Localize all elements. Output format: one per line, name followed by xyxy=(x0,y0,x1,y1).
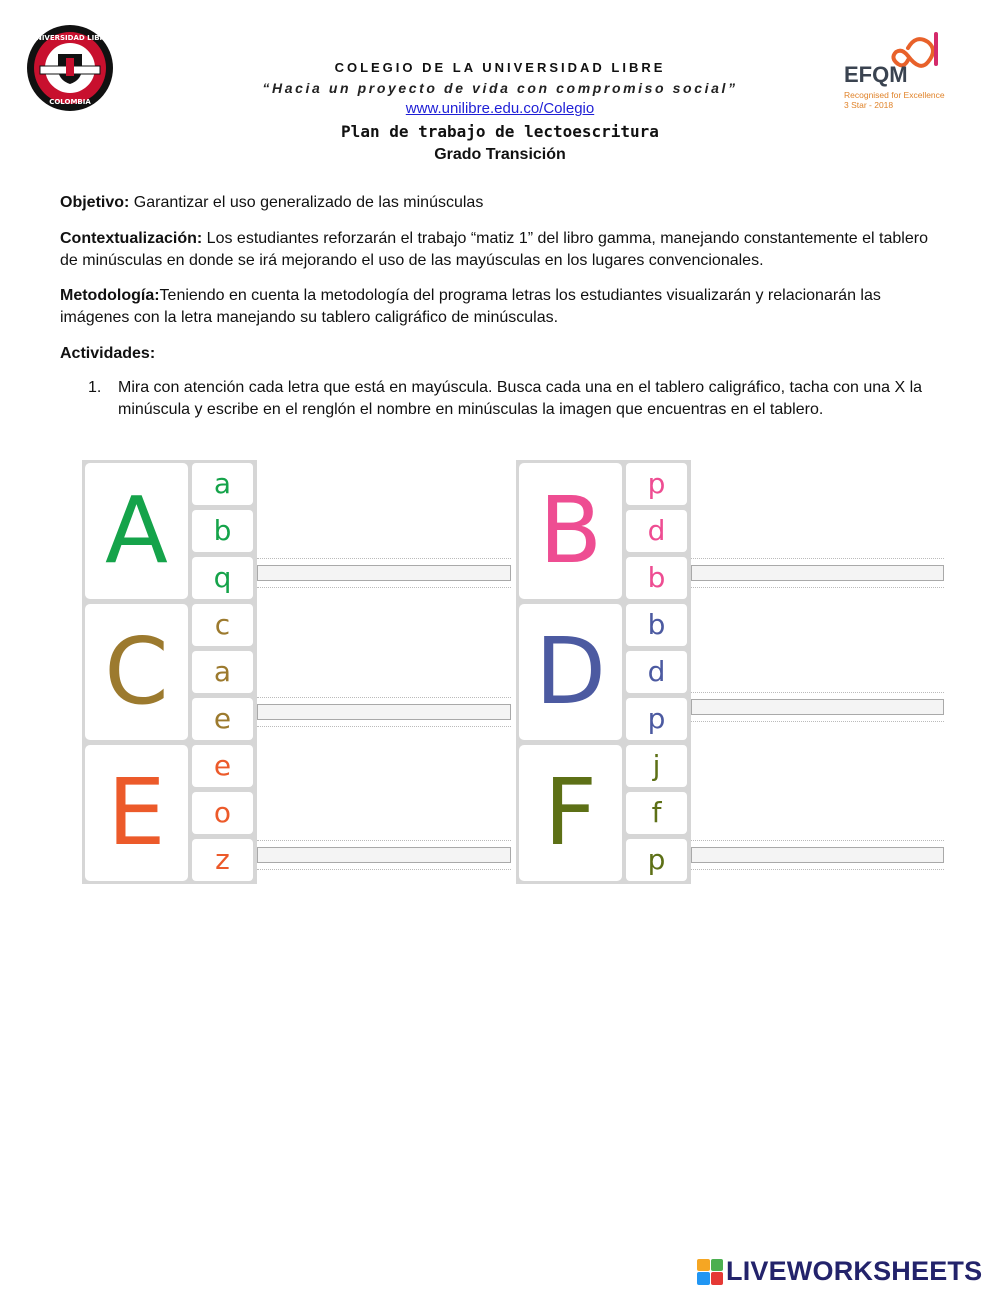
logo-left-bottom-text: COLOMBIA xyxy=(49,98,91,106)
uppercase-letter: A xyxy=(85,463,188,599)
answer-line-f xyxy=(691,840,944,870)
lowercase-option[interactable]: b xyxy=(626,604,687,646)
letter-card-a xyxy=(82,460,257,602)
lowercase-option[interactable]: a xyxy=(192,651,253,693)
activity-number: 1. xyxy=(88,379,102,396)
uppercase-letter: E xyxy=(85,745,188,881)
objective-paragraph xyxy=(60,192,945,214)
context-text: Los estudiantes reforzarán el trabajo “matiz 1” del libro gamma, manejando constantemente el tablero de minúsculas en donde se irá mejorando el uso de las mayúsculas en los lugares convencionales. xyxy=(60,230,928,269)
answer-line-d xyxy=(691,692,944,722)
grade-title: Grado Transición xyxy=(434,146,566,163)
answer-input-b[interactable] xyxy=(691,565,944,581)
liveworksheets-brand xyxy=(697,1256,982,1287)
lowercase-option[interactable]: c xyxy=(192,604,253,646)
methodology-label: Metodología: xyxy=(60,287,160,304)
lowercase-option[interactable]: f xyxy=(626,792,687,834)
letter-card-c xyxy=(82,601,257,743)
objective-text: Garantizar el uso generalizado de las minúsculas xyxy=(129,194,484,211)
answer-input-f[interactable] xyxy=(691,847,944,863)
uppercase-letter: C xyxy=(85,604,188,740)
school-url-link[interactable]: www.unilibre.edu.co/Colegio xyxy=(405,100,595,117)
methodology-paragraph xyxy=(60,285,945,329)
methodology-text: Teniendo en cuenta la metodología del programa letras los estudiantes visualizarán y relacionarán las imágenes con la letra manejando su tablero caligráfico de minúsculas. xyxy=(60,287,881,326)
plan-title: Plan de trabajo de lectoescritura xyxy=(341,122,659,141)
objective-label: Objetivo: xyxy=(60,194,130,211)
efqm-name: EFQM xyxy=(844,62,908,87)
school-name: COLEGIO DE LA UNIVERSIDAD LIBRE xyxy=(334,60,666,75)
lowercase-option[interactable]: e xyxy=(192,745,253,787)
activities-heading: Actividades: xyxy=(60,345,156,362)
logo-left-top-text: UNIVERSIDAD LIBRE xyxy=(30,34,110,42)
lowercase-option[interactable]: p xyxy=(626,839,687,881)
liveworksheets-icon xyxy=(697,1259,723,1285)
letter-card-e xyxy=(82,742,257,884)
lowercase-option[interactable]: p xyxy=(626,463,687,505)
lowercase-option[interactable]: a xyxy=(192,463,253,505)
activity-instructions: Mira con atención cada letra que está en mayúscula. Busca cada una en el tablero caligráfico, tacha con una X la minúscula y escribe en el renglón el nombre en minúsculas la imagen que encuentras en el tablero. xyxy=(118,379,923,418)
answer-line-c xyxy=(257,697,511,727)
answer-input-d[interactable] xyxy=(691,699,944,715)
answer-line-b xyxy=(691,558,944,588)
lowercase-option[interactable]: b xyxy=(626,557,687,599)
lowercase-option[interactable]: d xyxy=(626,651,687,693)
letter-card-b xyxy=(516,460,691,602)
school-motto: “Hacia un proyecto de vida con compromiso social” xyxy=(262,80,738,96)
lowercase-option[interactable]: j xyxy=(626,745,687,787)
answer-input-a[interactable] xyxy=(257,565,511,581)
context-label: Contextualización: xyxy=(60,230,203,247)
lowercase-option[interactable]: p xyxy=(626,698,687,740)
letter-card-f xyxy=(516,742,691,884)
answer-line-e xyxy=(257,840,511,870)
uppercase-letter: B xyxy=(519,463,622,599)
uppercase-letter: D xyxy=(519,604,622,740)
answer-input-e[interactable] xyxy=(257,847,511,863)
lowercase-option[interactable]: o xyxy=(192,792,253,834)
liveworksheets-text: LIVEWORKSHEETS xyxy=(726,1256,983,1286)
lowercase-option[interactable]: z xyxy=(192,839,253,881)
lowercase-option[interactable]: q xyxy=(192,557,253,599)
efqm-line1: Recognised for Excellence xyxy=(844,90,945,100)
lowercase-option[interactable]: b xyxy=(192,510,253,552)
context-paragraph xyxy=(60,228,945,272)
letter-card-d xyxy=(516,601,691,743)
answer-input-c[interactable] xyxy=(257,704,511,720)
answer-line-a xyxy=(257,558,511,588)
lowercase-option[interactable]: e xyxy=(192,698,253,740)
lowercase-option[interactable]: d xyxy=(626,510,687,552)
uppercase-letter: F xyxy=(519,745,622,881)
efqm-line2: 3 Star - 2018 xyxy=(844,100,894,110)
